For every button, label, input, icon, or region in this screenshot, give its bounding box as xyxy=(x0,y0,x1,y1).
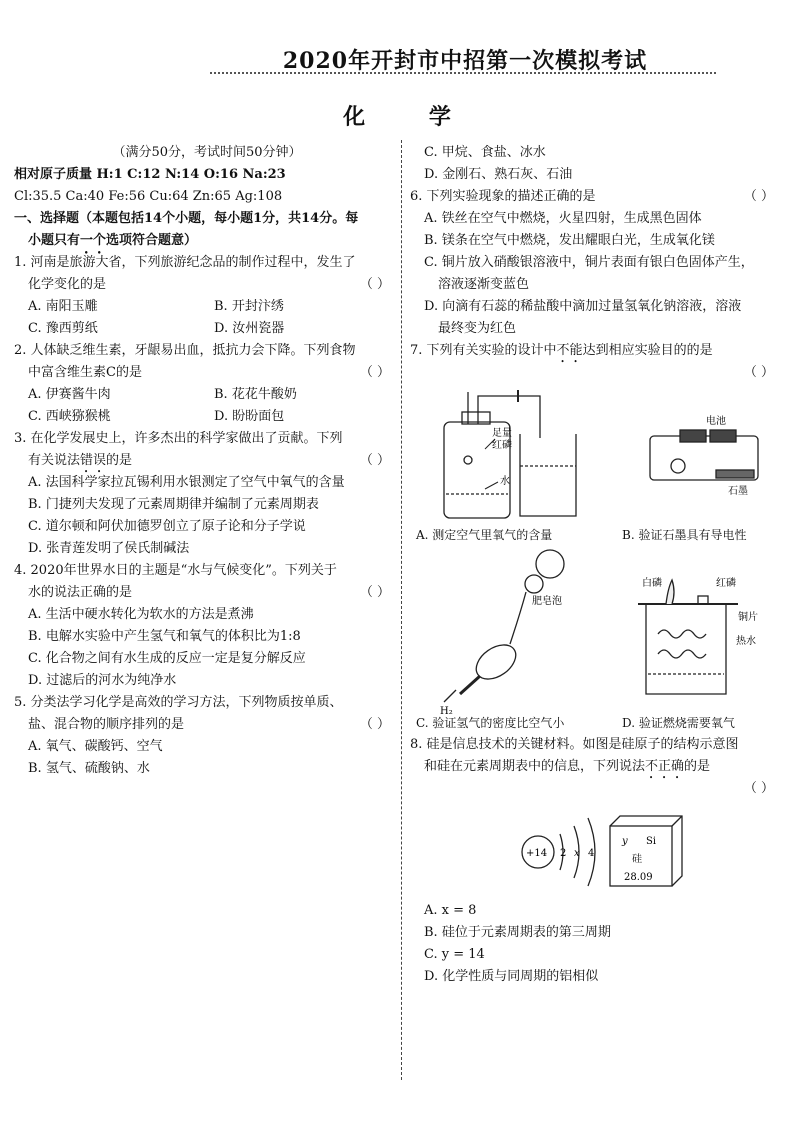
cell-mass: 28.09 xyxy=(624,872,653,883)
q7-stem xyxy=(410,340,784,362)
fig-d-caption: D. 验证燃烧需要氧气 xyxy=(622,716,735,730)
q3-stem-emph: 错误 xyxy=(80,453,107,468)
fig-b-label-1: 电池 xyxy=(706,416,726,427)
q3-stem-2 xyxy=(14,450,400,472)
q1-stem-1: 1. 河南是旅游大省，下列旅游纪念品的制作过程中，发生了 xyxy=(14,255,356,270)
q5-option-a: A. 氧气、碳酸钙、空气 xyxy=(28,739,163,754)
right-column xyxy=(410,142,784,988)
figure-d-apparatus xyxy=(638,580,738,694)
atom-nucleus: +14 xyxy=(526,848,548,859)
q7-figure-a-b-drawing xyxy=(410,384,784,544)
cell-atomic-number: y xyxy=(622,836,628,847)
q1-stem-text: 化学变化的是 xyxy=(28,277,107,292)
fig-a-caption: A. 测定空气里氧气的含量 xyxy=(416,528,553,542)
q7-figures-cd xyxy=(410,544,784,734)
question-2 xyxy=(14,340,400,428)
q7-answer-blank: （ ） xyxy=(743,365,774,380)
section-text-end: 选项符合题意） xyxy=(106,233,198,248)
atomic-mass-line-2: Cl:35.5 Ca:40 Fe:56 Cu:64 Zn:65 Ag:108 xyxy=(14,189,283,204)
fig-c-caption: C. 验证氢气的密度比空气小 xyxy=(416,716,565,730)
q2-stem-text: 中富含维生素C的是 xyxy=(28,365,142,380)
q8-figure-drawing xyxy=(410,800,784,900)
q8-stem-2 xyxy=(410,756,784,778)
fig-a-label-1: 足量 xyxy=(492,428,512,439)
q6-option-d: D. 向滴有石蕊的稀盐酸中滴加过量氢氧化钠溶液，溶液 xyxy=(424,299,742,314)
q3-answer-blank: （ ） xyxy=(359,453,390,468)
q6-option-c-cont: 溶液逐渐变蓝色 xyxy=(438,277,530,292)
question-8 xyxy=(410,734,784,988)
q1-options-ab xyxy=(14,296,400,318)
section-heading: 一、选择题（本题包括14个小题，每小题1分，共14分。每 xyxy=(14,211,359,226)
q8-paren-line xyxy=(410,778,784,800)
q2-stem-2 xyxy=(14,362,400,384)
q6-option-b: B. 镁条在空气中燃烧，发出耀眼白光，生成氧化镁 xyxy=(424,233,715,248)
fig-b-caption: B. 验证石墨具有导电性 xyxy=(622,528,747,542)
question-6 xyxy=(410,186,784,340)
q8-option-b: B. 硅位于元素周期表的第三周期 xyxy=(424,925,611,940)
left-column xyxy=(14,142,400,780)
q7-stem-text: 7. 下列有关实验的设计中 xyxy=(410,343,557,358)
q1-option-b: B. 开封汴绣 xyxy=(214,299,284,314)
section-text: 小题只有 xyxy=(28,233,81,248)
q4-option-a: A. 生活中硬水转化为软水的方法是煮沸 xyxy=(28,607,254,622)
q4-option-b: B. 电解水实验中产生氢气和氧气的体积比为1:8 xyxy=(28,629,301,644)
figure-a-apparatus xyxy=(444,390,576,518)
q7-paren-line xyxy=(410,362,784,384)
q5-option-b: B. 氢气、硫酸钠、水 xyxy=(28,761,150,776)
q1-option-c: C. 豫西剪纸 xyxy=(28,321,98,336)
q2-options-ab xyxy=(14,384,400,406)
fig-c-label-1: 肥皂泡 xyxy=(532,596,562,607)
q3-stem-text: 有关说法 xyxy=(28,453,81,468)
q8-stem-text: 和硅在元素周期表中的信息，下列说法 xyxy=(424,759,646,774)
exam-title: 2020年开封市中招第一次模拟考试 xyxy=(282,48,648,74)
atomic-mass-line-1: 相对原子质量 H:1 C:12 N:14 O:16 Na:23 xyxy=(14,167,286,182)
title-underline xyxy=(210,72,716,74)
q6-option-d-cont: 最终变为红色 xyxy=(438,321,517,336)
q4-option-d: D. 过滤后的河水为纯净水 xyxy=(28,673,177,688)
q4-stem-text: 水的说法正确的是 xyxy=(28,585,133,600)
q8-stem-1: 8. 硅是信息技术的关键材料。如图是硅原子的结构示意图 xyxy=(410,737,739,752)
q5-stem-2 xyxy=(14,714,400,736)
cell-name: 硅 xyxy=(632,854,642,865)
q7-stem-end: 达到相应实验目的的是 xyxy=(582,343,713,358)
q5-stem-text: 盐、混合物的顺序排列的是 xyxy=(28,717,185,732)
q3-stem-end: 的是 xyxy=(106,453,133,468)
q5-answer-blank: （ ） xyxy=(359,717,390,732)
section-heading-cont xyxy=(14,230,400,252)
q2-option-b: B. 花花牛酸奶 xyxy=(214,387,297,402)
q2-answer-blank: （ ） xyxy=(359,365,390,380)
q4-option-c: C. 化合物之间有水生成的反应一定是复分解反应 xyxy=(28,651,306,666)
q3-option-c: C. 道尔顿和阿伏加德罗创立了原子论和分子学说 xyxy=(28,519,306,534)
figure-c-apparatus xyxy=(444,550,564,702)
fig-b-label-2: 石墨 xyxy=(728,486,748,497)
atom-shell-3: 4 xyxy=(588,848,595,859)
exam-info: （满分50分，考试时间50分钟） xyxy=(112,145,302,160)
q3-option-a: A. 法国科学家拉瓦锡利用水银测定了空气中氧气的含量 xyxy=(28,475,345,490)
q1-options-cd xyxy=(14,318,400,340)
figure-b-circuit xyxy=(650,430,758,480)
q6-answer-blank: （ ） xyxy=(743,189,774,204)
section-emph: 一个 xyxy=(80,233,107,248)
q4-stem-2 xyxy=(14,582,400,604)
question-7 xyxy=(410,340,784,734)
q3-option-d: D. 张青莲发明了侯氏制碱法 xyxy=(28,541,190,556)
q7-stem-emph: 不能 xyxy=(556,343,583,358)
cell-symbol: Si xyxy=(646,836,657,847)
q1-option-d: D. 汝州瓷器 xyxy=(214,321,285,336)
subject-title: 化 学 xyxy=(343,104,479,130)
q6-stem xyxy=(410,186,784,208)
q2-stem-1: 2. 人体缺乏维生素，牙龈易出血，抵抗力会下降。下列食物 xyxy=(14,343,356,358)
q8-stem-end: 的是 xyxy=(684,759,711,774)
q7-figure-c-d-drawing xyxy=(410,544,784,734)
q3-stem-1: 3. 在化学发展史上，许多杰出的科学家做出了贡献。下列 xyxy=(14,431,343,446)
q2-option-a: A. 伊赛酱牛肉 xyxy=(28,387,111,402)
fig-a-label-2: 红磷 xyxy=(492,440,512,451)
q8-option-d: D. 化学性质与同周期的铝相似 xyxy=(424,969,599,984)
fig-d-label-1: 白磷 xyxy=(642,578,662,589)
q1-option-a: A. 南阳玉雕 xyxy=(28,299,98,314)
atom-shell-2: x xyxy=(574,848,580,859)
q6-option-a: A. 铁丝在空气中燃烧，火星四射，生成黑色固体 xyxy=(424,211,702,226)
q8-option-c: C. y = 14 xyxy=(424,947,485,962)
q4-answer-blank: （ ） xyxy=(359,585,390,600)
q2-options-cd xyxy=(14,406,400,428)
q1-stem-2 xyxy=(14,274,400,296)
q6-stem-text: 6. 下列实验现象的描述正确的是 xyxy=(410,189,596,204)
fig-c-label-2: H₂ xyxy=(440,706,453,717)
q2-option-c: C. 西峡猕猴桃 xyxy=(28,409,111,424)
q3-option-b: B. 门捷列夫发现了元素周期律并编制了元素周期表 xyxy=(28,497,319,512)
column-divider xyxy=(401,140,402,1080)
atom-shell-1: 2 xyxy=(560,848,567,859)
q8-option-a: A. x = 8 xyxy=(424,903,477,918)
q5-option-c: C. 甲烷、食盐、冰水 xyxy=(424,145,546,160)
q8-figure xyxy=(410,800,784,900)
q8-stem-emph: 不正确 xyxy=(645,759,685,774)
q2-option-d: D. 盼盼面包 xyxy=(214,409,285,424)
question-1 xyxy=(14,252,400,340)
q8-answer-blank: （ ） xyxy=(743,781,774,796)
q5-stem-1: 5. 分类法学习化学是高效的学习方法，下列物质按单质、 xyxy=(14,695,343,710)
q1-answer-blank: （ ） xyxy=(359,277,390,292)
fig-d-label-3: 铜片 xyxy=(738,612,758,623)
q4-stem-1: 4. 2020年世界水日的主题是“水与气候变化”。下列关于 xyxy=(14,563,337,578)
question-3 xyxy=(14,428,400,560)
q6-option-c: C. 铜片放入硝酸银溶液中，铜片表面有银白色固体产生， xyxy=(424,255,754,270)
fig-a-label-3: 水 xyxy=(500,476,510,487)
fig-d-label-4: 热水 xyxy=(736,636,756,647)
q5-option-d: D. 金刚石、熟石灰、石油 xyxy=(424,167,573,182)
fig-d-label-2: 红磷 xyxy=(716,578,736,589)
question-5 xyxy=(14,692,400,780)
q7-figures-ab xyxy=(410,384,784,544)
question-4 xyxy=(14,560,400,692)
